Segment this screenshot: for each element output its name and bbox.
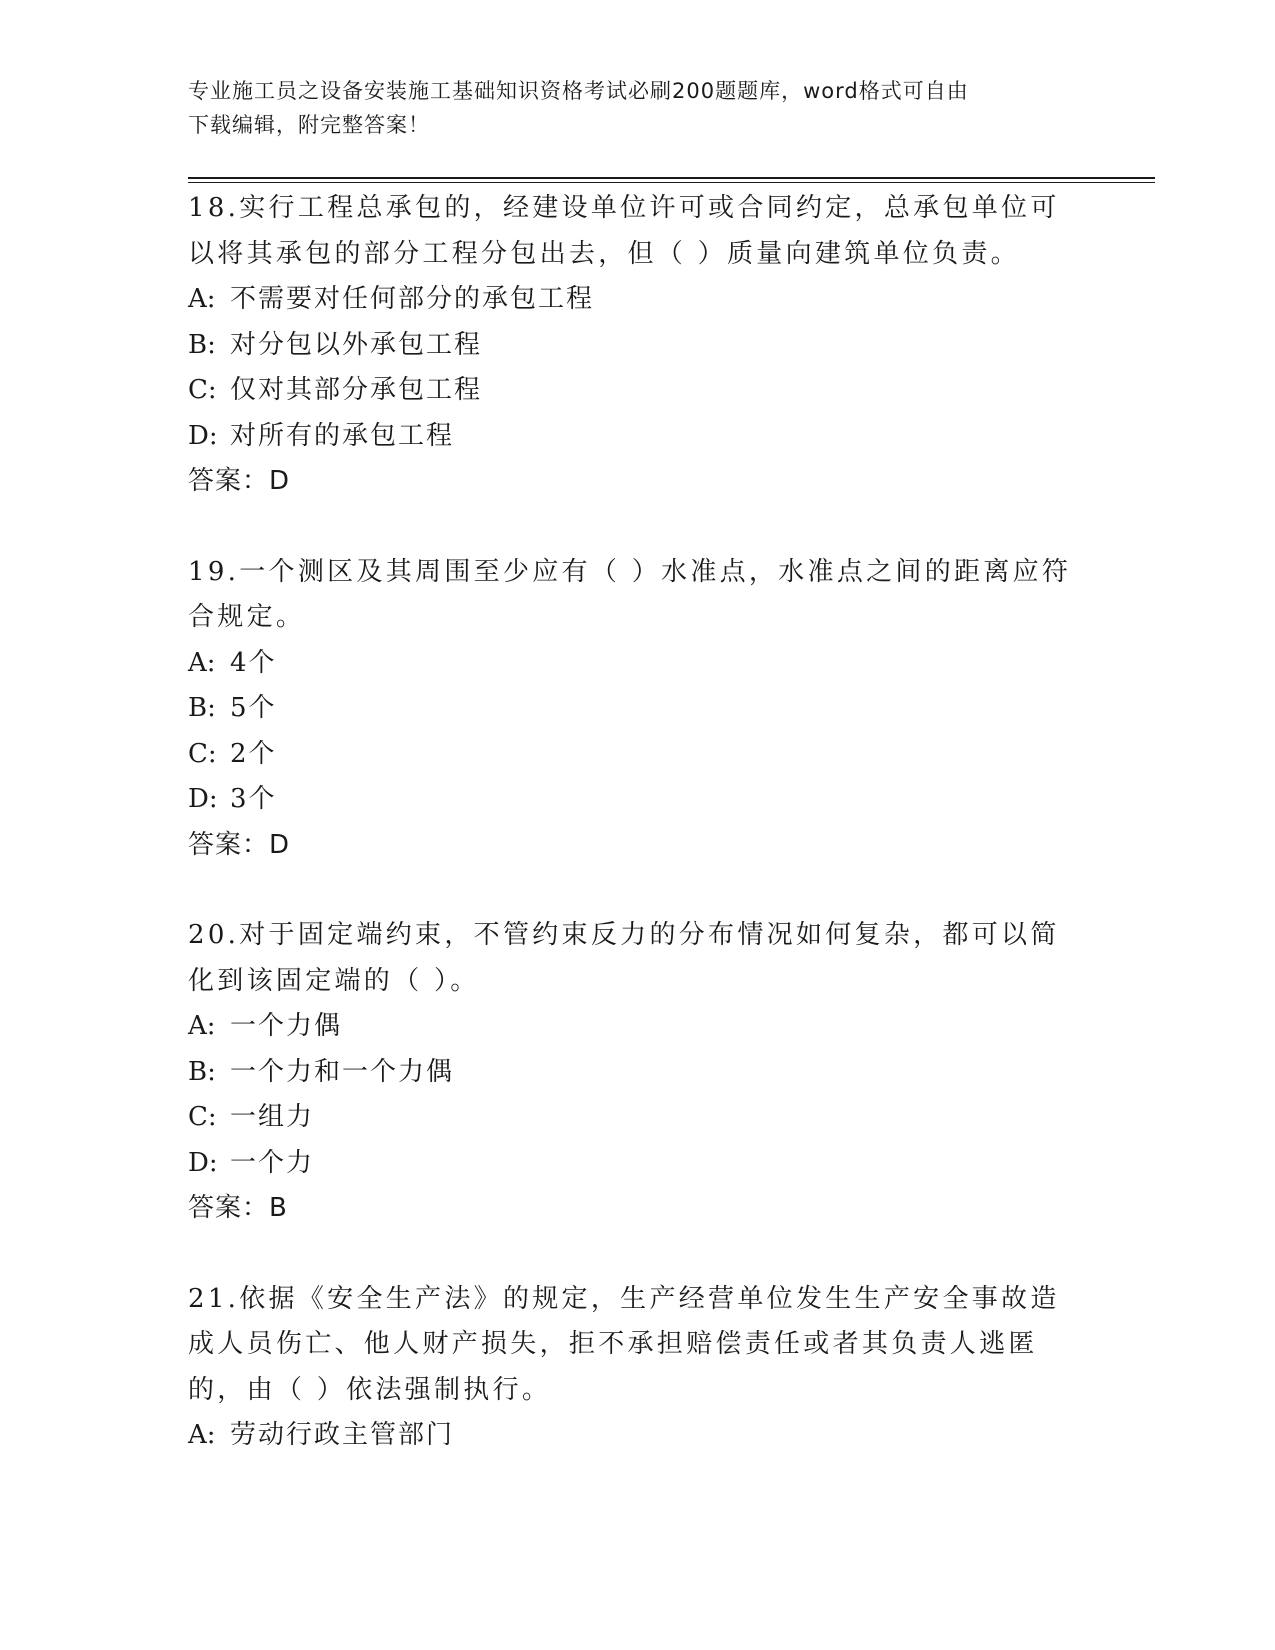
option-d	[188, 1141, 1088, 1187]
option-key: B:	[188, 1056, 216, 1087]
option-a	[188, 277, 1088, 323]
option-text: 4个	[230, 647, 277, 678]
question-20	[188, 913, 1088, 1232]
header-divider-thick	[188, 177, 1155, 179]
option-c	[188, 732, 1088, 778]
option-key: D:	[188, 420, 218, 451]
option-key: C:	[188, 738, 217, 769]
option-key: A:	[188, 284, 216, 314]
option-key: B:	[188, 329, 216, 360]
option-text: 仅对其部分承包工程	[230, 375, 483, 405]
question-text: 19.一个测区及其周围至少应有（ ）水准点，水准点之间的距离应符合规定。	[188, 556, 1072, 632]
document-header	[188, 74, 1068, 142]
question-list	[188, 186, 1088, 1504]
option-text: 一个力偶	[230, 1011, 343, 1041]
option-text: 一个力	[230, 1147, 315, 1178]
option-text: 5个	[230, 693, 277, 723]
option-b	[188, 1050, 1088, 1096]
option-key: A:	[188, 1420, 216, 1450]
question-text: 20.对于固定端约束，不管约束反力的分布情况如何复杂，都可以简化到该固定端的（ ）。	[188, 920, 1060, 996]
option-key: A:	[188, 1011, 216, 1041]
option-a	[188, 1413, 1088, 1459]
answer-line: 答案：D	[188, 466, 291, 496]
option-c	[188, 1095, 1088, 1141]
option-key: C:	[188, 375, 217, 405]
question-21	[188, 1277, 1088, 1459]
answer-line: 答案：B	[188, 1193, 288, 1223]
option-d	[188, 777, 1088, 823]
question-text: 18.实行工程总承包的，经建设单位许可或合同约定，总承包单位可以将其承包的部分工程分包出去，但（ ）质量向建筑单位负责。	[188, 193, 1060, 269]
option-key: D:	[188, 784, 218, 814]
option-text: 不需要对任何部分的承包工程	[230, 284, 595, 314]
option-key: A:	[188, 647, 216, 678]
option-text: 对所有的承包工程	[230, 420, 455, 451]
header-line-1: 专业施工员之设备安装施工基础知识资格考试必刷200题题库，word格式可自由	[188, 79, 969, 103]
option-b	[188, 686, 1088, 732]
answer-line: 答案：D	[188, 829, 291, 860]
header-line-2: 下载编辑，附完整答案！	[188, 113, 430, 137]
option-text: 一个力和一个力偶	[230, 1056, 455, 1087]
option-key: D:	[188, 1147, 218, 1178]
option-a	[188, 1004, 1088, 1050]
header-divider-thin	[188, 182, 1155, 183]
option-c	[188, 368, 1088, 414]
question-18	[188, 186, 1088, 505]
option-b	[188, 323, 1088, 369]
question-text: 21.依据《安全生产法》的规定，生产经营单位发生生产安全事故造成人员伤亡、他人财产损失，拒不承担赔偿责任或者其负责人逃匿的，由（ ）依法强制执行。	[188, 1283, 1060, 1405]
question-19	[188, 550, 1088, 869]
option-d	[188, 414, 1088, 460]
option-text: 3个	[230, 784, 277, 814]
option-a	[188, 641, 1088, 687]
option-text: 一组力	[230, 1102, 315, 1132]
option-key: B:	[188, 693, 216, 723]
option-text: 对分包以外承包工程	[230, 329, 483, 360]
option-key: C:	[188, 1102, 217, 1132]
option-text: 2个	[230, 738, 277, 769]
option-text: 劳动行政主管部门	[230, 1420, 455, 1450]
